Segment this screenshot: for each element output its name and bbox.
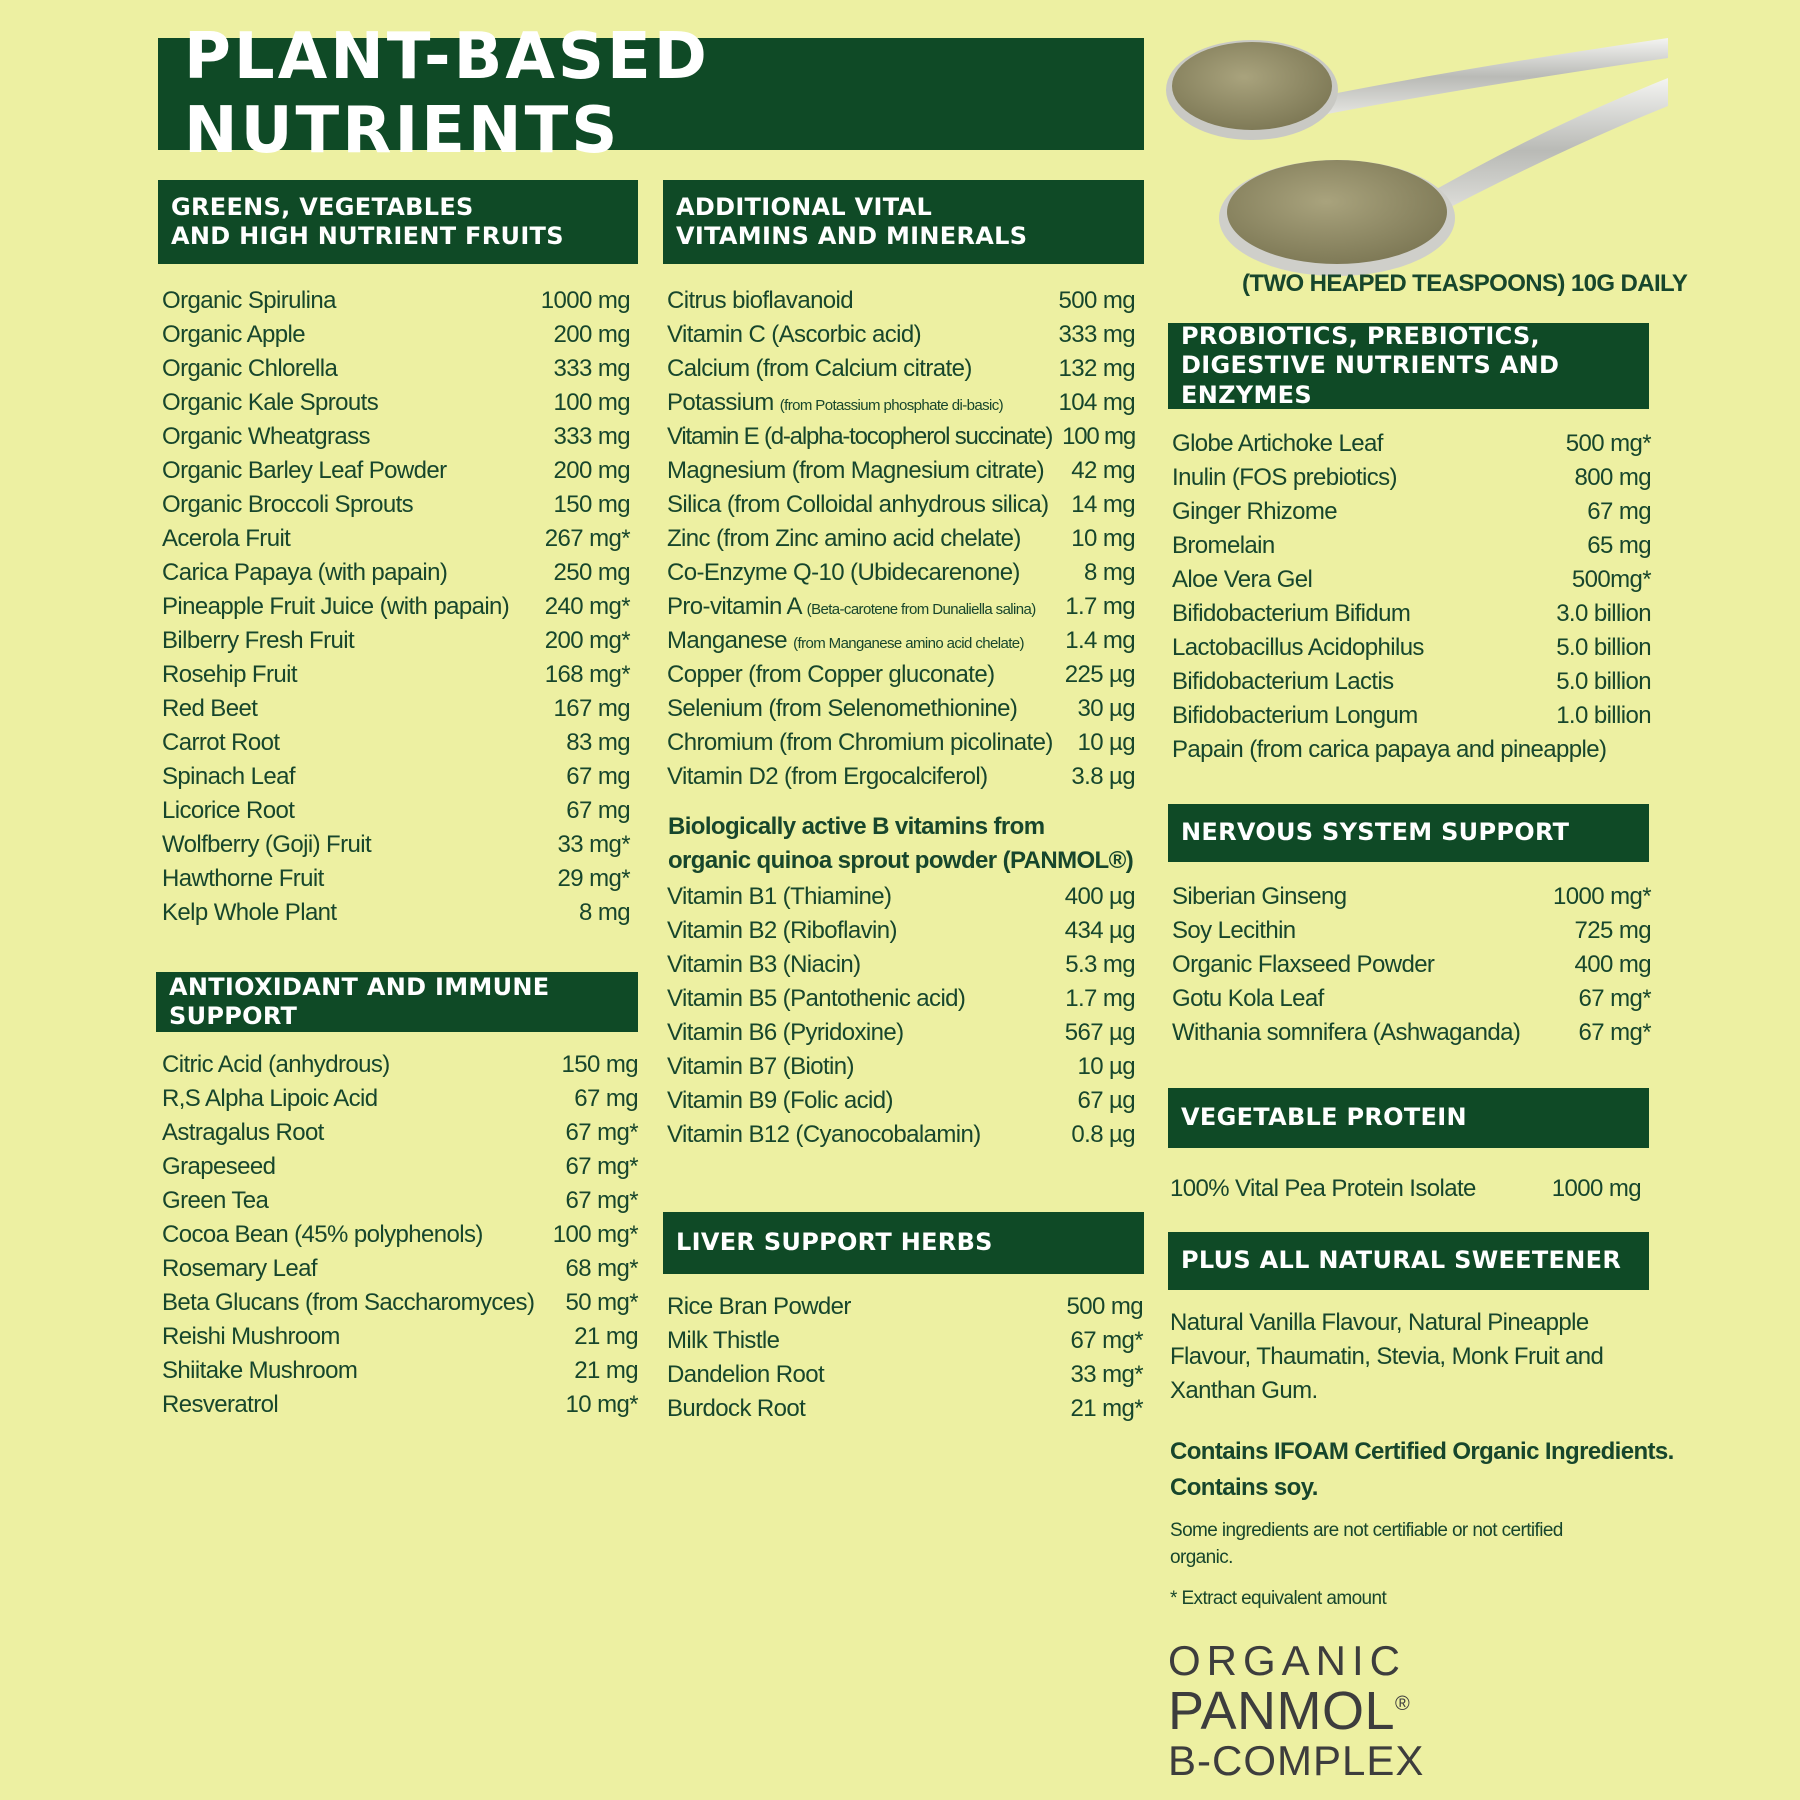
list-item: Vitamin C (Ascorbic acid) 333 mg — [667, 321, 1135, 348]
list-item: Ginger Rhizome 67 mg — [1172, 498, 1651, 525]
probiotics-list — [1172, 427, 1651, 767]
antioxidant-heading: ANTIOXIDANT AND IMMUNE SUPPORT — [156, 972, 638, 1032]
panmol-logo — [1168, 1637, 1428, 1784]
list-item: Vitamin B7 (Biotin) 10 µg — [667, 1053, 1135, 1080]
list-item: Cocoa Bean (45% polyphenols) 100 mg* — [162, 1221, 638, 1248]
organic-line2: Contains soy. — [1170, 1474, 1318, 1501]
nervous-heading: NERVOUS SYSTEM SUPPORT — [1168, 804, 1649, 862]
list-item: Vitamin B6 (Pyridoxine) 567 µg — [667, 1019, 1135, 1046]
liver-heading: LIVER SUPPORT HERBS — [663, 1212, 1144, 1274]
list-item: Burdock Root 21 mg* — [667, 1395, 1143, 1422]
list-item: Green Tea 67 mg* — [162, 1187, 638, 1214]
list-item: Resveratrol 10 mg* — [162, 1391, 638, 1418]
list-item: Carica Papaya (with papain) 250 mg — [162, 559, 630, 586]
organic-line1: Contains IFOAM Certified Organic Ingredients. — [1170, 1438, 1674, 1465]
logo-panmol: PANMOL® — [1168, 1681, 1411, 1741]
vitamins-heading-line2: VITAMINS AND MINERALS — [676, 222, 1028, 250]
list-item: Vitamin B12 (Cyanocobalamin) 0.8 µg — [667, 1121, 1135, 1148]
list-item: Bifidobacterium Bifidum 3.0 billion — [1172, 600, 1651, 627]
b-vitamins-heading-line1: Biologically active B vitamins from — [668, 813, 1045, 840]
list-item: Organic Chlorella 333 mg — [162, 355, 630, 382]
liver-list — [667, 1290, 1143, 1426]
list-item: Grapeseed 67 mg* — [162, 1153, 638, 1180]
vitamins-list — [667, 284, 1135, 794]
list-item: Aloe Vera Gel 500mg* — [1172, 566, 1651, 593]
list-item: Lactobacillus Acidophilus 5.0 billion — [1172, 634, 1651, 661]
list-item: Vitamin B5 (Pantothenic acid) 1.7 mg — [667, 985, 1135, 1012]
list-item: Globe Artichoke Leaf 500 mg* — [1172, 430, 1651, 457]
list-item: Inulin (FOS prebiotics) 800 mg — [1172, 464, 1651, 491]
list-item: Zinc (from Zinc amino acid chelate) 10 mg — [667, 525, 1135, 552]
list-item: Shiitake Mushroom 21 mg — [162, 1357, 638, 1384]
list-item: Red Beet 167 mg — [162, 695, 630, 722]
list-item: Vitamin D2 (from Ergocalciferol) 3.8 µg — [667, 763, 1135, 790]
list-item: Spinach Leaf 67 mg — [162, 763, 630, 790]
list-item: Selenium (from Selenomethionine) 30 µg — [667, 695, 1135, 722]
list-item: Magnesium (from Magnesium citrate) 42 mg — [667, 457, 1135, 484]
list-item: Organic Barley Leaf Powder 200 mg — [162, 457, 630, 484]
list-item: Bifidobacterium Longum 1.0 billion — [1172, 702, 1651, 729]
list-item: Beta Glucans (from Saccharomyces) 50 mg* — [162, 1289, 638, 1316]
protein-list — [1170, 1172, 1641, 1206]
list-item: Soy Lecithin 725 mg — [1172, 917, 1651, 944]
probiotics-heading-line2: DIGESTIVE NUTRIENTS AND ENZYMES — [1181, 351, 1560, 409]
list-item: Bifidobacterium Lactis 5.0 billion — [1172, 668, 1651, 695]
greens-heading — [158, 180, 638, 264]
list-item: 100% Vital Pea Protein Isolate 1000 mg — [1170, 1175, 1641, 1202]
list-item: Vitamin B9 (Folic acid) 67 µg — [667, 1087, 1135, 1114]
spoon-powder-image — [1162, 28, 1668, 278]
list-item: Withania somnifera (Ashwaganda) 67 mg* — [1172, 1019, 1651, 1046]
list-item: Acerola Fruit 267 mg* — [162, 525, 630, 552]
vitamins-heading-line1: ADDITIONAL VITAL — [676, 192, 933, 221]
b-vitamins-heading-line2: organic quinoa sprout powder (PANMOL®) — [668, 847, 1134, 874]
logo-bcomplex: B-COMPLEX — [1168, 1737, 1425, 1784]
greens-list — [162, 284, 630, 930]
list-item: Astragalus Root 67 mg* — [162, 1119, 638, 1146]
list-item: Bilberry Fresh Fruit 200 mg* — [162, 627, 630, 654]
list-item: Rice Bran Powder 500 mg — [667, 1293, 1143, 1320]
list-item: Siberian Ginseng 1000 mg* — [1172, 883, 1651, 910]
list-item: Wolfberry (Goji) Fruit 33 mg* — [162, 831, 630, 858]
antioxidant-list — [162, 1048, 638, 1422]
list-item: Citric Acid (anhydrous) 150 mg — [162, 1051, 638, 1078]
list-item: Organic Kale Sprouts 100 mg — [162, 389, 630, 416]
list-item: Bromelain 65 mg — [1172, 532, 1651, 559]
logo-organic: ORGANIC — [1168, 1637, 1407, 1684]
list-item: Silica (from Colloidal anhydrous silica) 14 mg — [667, 491, 1135, 518]
list-item: Citrus bioflavanoid 500 mg — [667, 287, 1135, 314]
list-item: Rosehip Fruit 168 mg* — [162, 661, 630, 688]
list-item: Vitamin E (d-alpha-tocopherol succinate) 100 mg — [667, 423, 1135, 450]
b-vitamins-heading — [668, 810, 1133, 878]
list-item: Vitamin B1 (Thiamine) 400 µg — [667, 883, 1135, 910]
list-item: Papain (from carica papaya and pineapple) — [1172, 736, 1607, 763]
sweetener-text: Natural Vanilla Flavour, Natural Pineapple Flavour, Thaumatin, Stevia, Monk Fruit and Xanthan Gum. — [1170, 1309, 1604, 1404]
list-item: Licorice Root 67 mg — [162, 797, 630, 824]
list-item: Organic Spirulina 1000 mg — [162, 287, 630, 314]
probiotics-heading-line1: PROBIOTICS, PREBIOTICS, — [1181, 322, 1540, 351]
list-item: Organic Wheatgrass 333 mg — [162, 423, 630, 450]
list-item: Organic Broccoli Sprouts 150 mg — [162, 491, 630, 518]
list-item: Reishi Mushroom 21 mg — [162, 1323, 638, 1350]
b-vitamins-list — [667, 880, 1135, 1152]
list-item: Potassium (from Potassium phosphate di-basic) 104 mg — [667, 389, 1135, 416]
list-item: Co-Enzyme Q-10 (Ubidecarenone) 8 mg — [667, 559, 1135, 586]
list-item: Manganese (from Manganese amino acid chelate) 1.4 mg — [667, 627, 1135, 654]
list-item: Vitamin B3 (Niacin) 5.3 mg — [667, 951, 1135, 978]
list-item: Vitamin B2 (Riboflavin) 434 µg — [667, 917, 1135, 944]
list-item: Hawthorne Fruit 29 mg* — [162, 865, 630, 892]
nervous-list — [1172, 880, 1651, 1050]
probiotics-heading — [1168, 323, 1649, 409]
list-item: Rosemary Leaf 68 mg* — [162, 1255, 638, 1282]
list-item: Pineapple Fruit Juice (with papain) 240 mg* — [162, 593, 630, 620]
greens-heading-line2: AND HIGH NUTRIENT FRUITS — [171, 222, 564, 250]
list-item: Gotu Kola Leaf 67 mg* — [1172, 985, 1651, 1012]
vitamins-heading — [663, 180, 1144, 264]
greens-heading-line1: GREENS, VEGETABLES — [171, 192, 474, 221]
list-item: Milk Thistle 67 mg* — [667, 1327, 1143, 1354]
list-item: Organic Apple 200 mg — [162, 321, 630, 348]
list-item: Calcium (from Calcium citrate) 132 mg — [667, 355, 1135, 382]
organic-statement — [1170, 1434, 1674, 1506]
protein-heading: VEGETABLE PROTEIN — [1168, 1088, 1649, 1148]
extract-note: * Extract equivalent amount — [1170, 1588, 1387, 1609]
list-item: Pro-vitamin A (Beta-carotene from Dunaliella salina) 1.7 mg — [667, 593, 1135, 620]
list-item: Organic Flaxseed Powder 400 mg — [1172, 951, 1651, 978]
list-item: Copper (from Copper gluconate) 225 µg — [667, 661, 1135, 688]
list-item: Carrot Root 83 mg — [162, 729, 630, 756]
page-title: PLANT-BASED NUTRIENTS — [158, 38, 1144, 150]
sweetener-heading: PLUS ALL NATURAL SWEETENER — [1168, 1232, 1649, 1290]
list-item: Kelp Whole Plant 8 mg — [162, 899, 630, 926]
list-item: R,S Alpha Lipoic Acid 67 mg — [162, 1085, 638, 1112]
disclaimer: Some ingredients are not certifiable or not certified organic. — [1170, 1520, 1563, 1568]
serving-caption: (TWO HEAPED TEASPOONS) 10G DAILY — [1242, 270, 1688, 297]
list-item: Dandelion Root 33 mg* — [667, 1361, 1143, 1388]
list-item: Chromium (from Chromium picolinate) 10 µg — [667, 729, 1135, 756]
